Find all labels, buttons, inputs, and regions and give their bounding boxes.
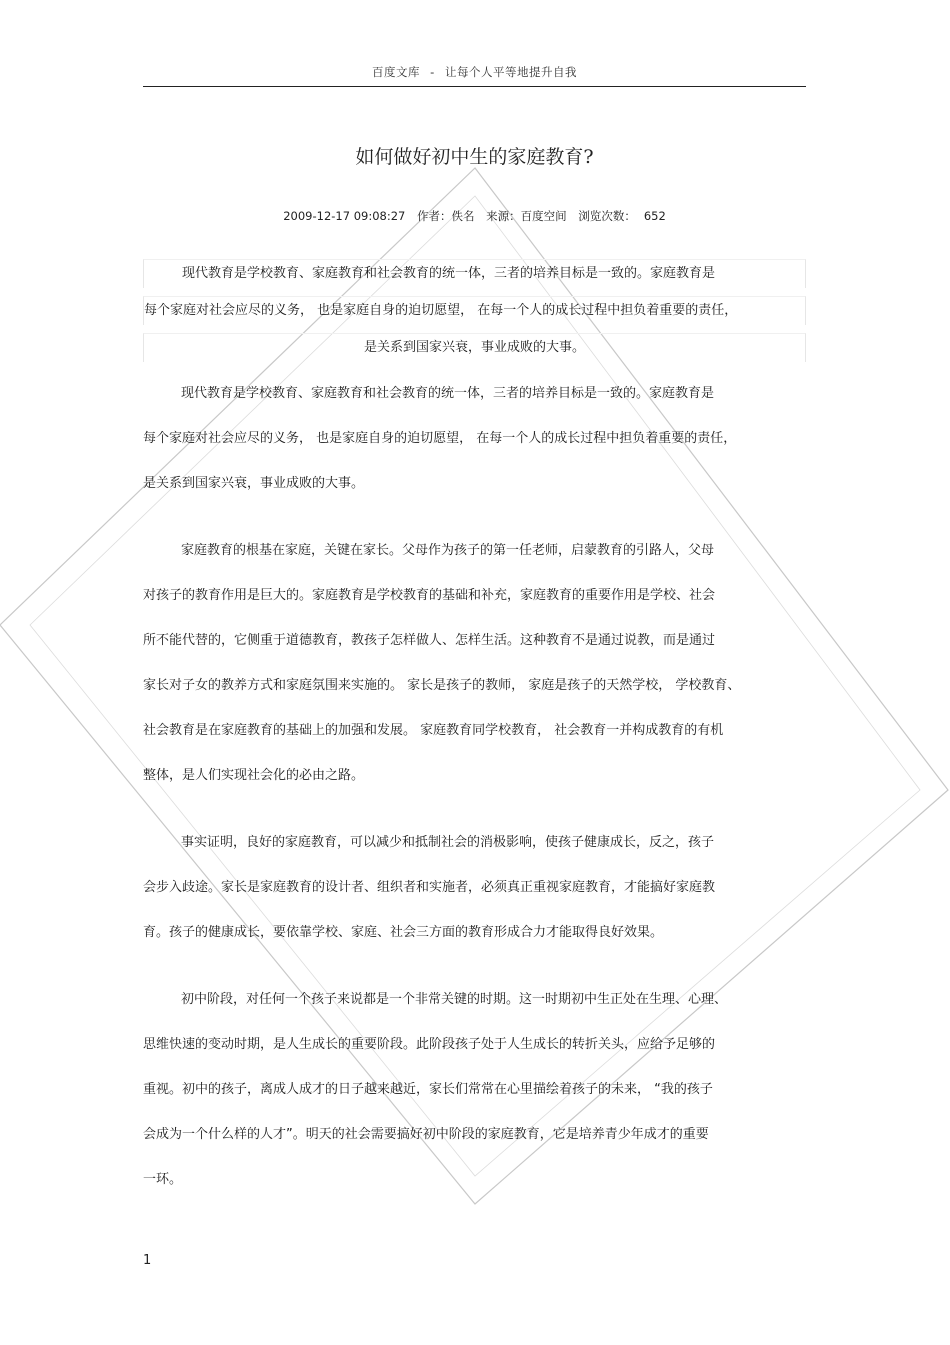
meta-source: 来源：百度空间 xyxy=(486,209,567,223)
meta-views-label: 浏览次数： xyxy=(578,209,636,223)
paragraph-line: 家庭教育的根基在家庭，关键在家长。父母作为孩子的第一任老师，启蒙教育的引路人，父母 xyxy=(181,543,715,558)
summary-line: 是关系到国家兴衰，事业成败的大事。 xyxy=(143,333,806,362)
meta-views xyxy=(578,209,665,223)
paragraph-line: 初中阶段，对任何一个孩子来说都是一个非常关键的时期。这一时期初中生正处在生理、心理、 xyxy=(181,992,728,1007)
paragraph-line: 一环。 xyxy=(143,1172,183,1187)
page-number: 1 xyxy=(143,1253,152,1268)
summary-line: 现代教育是学校教育、家庭教育和社会教育的统一体，三者的培养目标是一致的。家庭教育是 xyxy=(143,259,806,288)
paragraph xyxy=(143,384,823,519)
meta-author: 作者：佚名 xyxy=(417,209,475,223)
header-separator: - xyxy=(430,65,435,79)
paragraph-line: 会步入歧途。家长是家庭教育的设计者、组织者和实施者，必须真正重视家庭教育，才能搞好家庭教 xyxy=(143,880,716,895)
paragraph xyxy=(143,990,823,1215)
summary-line: 每个家庭对社会应尽的义务， 也是家庭自身的迫切愿望， 在每一个人的成长过程中担负着重要的责任， xyxy=(143,296,806,325)
document-header xyxy=(143,64,806,87)
paragraph xyxy=(143,541,823,811)
paragraph-line: 家长对子女的教养方式和家庭氛围来实施的。 家长是孩子的教师， 家庭是孩子的天然学校， 学校教育、 xyxy=(143,678,741,693)
header-site-name: 百度文库 xyxy=(372,65,421,79)
paragraph-line: 思维快速的变动时期，是人生成长的重要阶段。此阶段孩子处于人生成长的转折关头，应给予足够的 xyxy=(143,1037,716,1052)
document-title: 如何做好初中生的家庭教育? xyxy=(355,146,594,168)
paragraph-line: 社会教育是在家庭教育的基础上的加强和发展。 家庭教育同学校教育， 社会教育一并构成教育的有机 xyxy=(143,723,724,738)
paragraph-line: 所不能代替的，它侧重于道德教育，教孩子怎样做人、怎样生活。这种教育不是通过说教，而是通过 xyxy=(143,633,716,648)
header-slogan: 让每个人平等地提升自我 xyxy=(444,65,577,79)
summary-box xyxy=(143,259,806,370)
paragraph-line: 对孩子的教育作用是巨大的。家庭教育是学校教育的基础和补充，家庭教育的重要作用是学校、社会 xyxy=(143,588,716,603)
paragraph-line: 整体，是人们实现社会化的必由之路。 xyxy=(143,768,365,783)
paragraph-line: 是关系到国家兴衰，事业成败的大事。 xyxy=(143,476,365,491)
meta-views-count: 652 xyxy=(643,209,666,223)
paragraph-line: 事实证明，良好的家庭教育，可以减少和抵制社会的消极影响，使孩子健康成长，反之，孩子 xyxy=(181,835,715,850)
paragraph xyxy=(143,833,823,968)
paragraph-line: 重视。初中的孩子，离成人成才的日子越来越近，家长们常常在心里描绘着孩子的未来， “我的孩子 xyxy=(143,1082,713,1097)
paragraph-line: 育。孩子的健康成长，要依靠学校、家庭、社会三方面的教育形成合力才能取得良好效果。 xyxy=(143,925,664,940)
paragraph-line: 每个家庭对社会应尽的义务， 也是家庭自身的迫切愿望， 在每一个人的成长过程中担负着重要的责任， xyxy=(143,431,737,446)
paragraph-line: 现代教育是学校教育、家庭教育和社会教育的统一体，三者的培养目标是一致的。家庭教育是 xyxy=(181,386,715,401)
meta-datetime: 2009-12-17 09:08:27 xyxy=(283,209,406,223)
paragraph-line: 会成为一个什么样的人才”。明天的社会需要搞好初中阶段的家庭教育，它是培养青少年成才的重要 xyxy=(143,1127,709,1142)
article-meta xyxy=(143,208,806,224)
